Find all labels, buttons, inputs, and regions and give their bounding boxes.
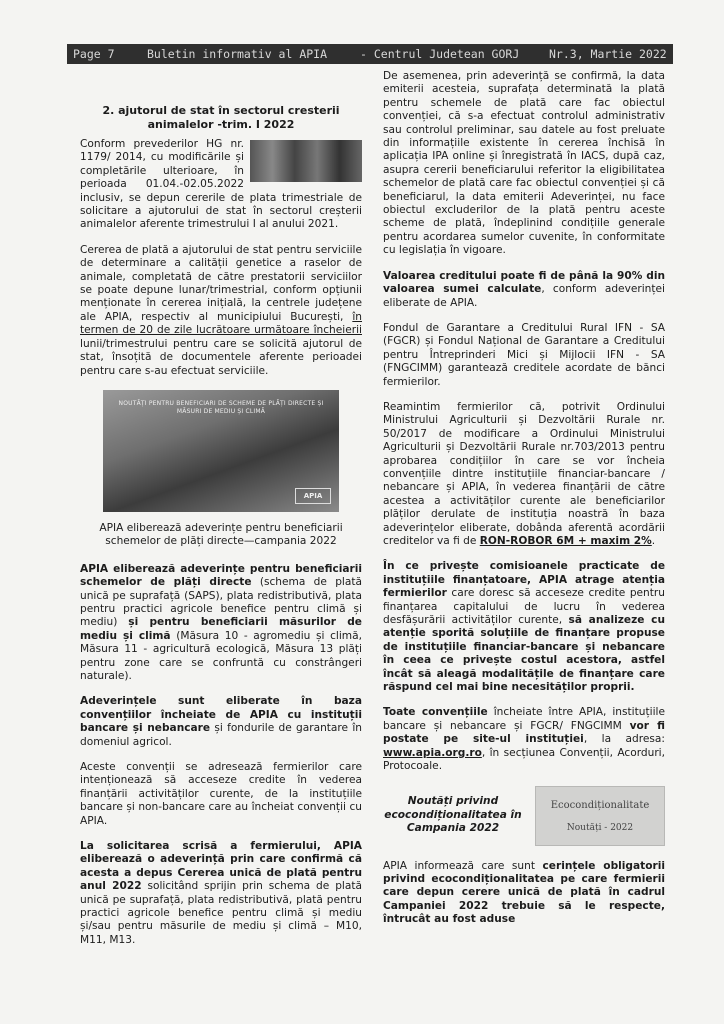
issue-number: Nr.3, Martie 2022 (549, 47, 667, 61)
paragraph: APIA informează care sunt cerințele obligatorii privind ecocondiționalitatea pe care fermierii care depun cerere unică de plată în cadrul Campaniei 2022 trebuie să le respecte, întrucât au fost aduse (383, 859, 665, 926)
paragraph: Reamintim fermierilor că, potrivit Ordinului Ministrului Agriculturii și Dezvoltării Rurale nr. 50/2017 de modificare a Ordinului Ministrului Agriculturii și Dezvoltării Rurale nr.703/2013 pentru aprobarea condițiilor în care se vor încheia convențiile dintre instituțiile financiar-bancare / nebancare și APIA, în vederea finanțării de către acestea a activităților curente ale beneficiarilor plăților derulate de instituția noastră în baza adeverințelor eliberate, dobânda aferentă acordării creditelor va fi de RON-ROBOR 6M + maxim 2%. (383, 400, 665, 547)
handshake-poster-image (103, 390, 339, 512)
paragraph: Toate convențiile încheiate între APIA, instituțiile bancare și nebancare și FGCR/ FNGCIMM vor fi postate pe site-ul instituției, la adresa: www.apia.org.ro, în secțiunea Convenții, Acorduri, Protocoale. (383, 706, 666, 773)
image-subheading: Noutăți - 2022 (566, 822, 634, 833)
news-box (383, 786, 665, 846)
page-number: Page 7 (73, 47, 115, 61)
livestock-photo (250, 140, 362, 182)
paragraph: Adeverințele sunt eliberate în baza convențiilor încheiate de APIA cu instituții bancare și nebancare și fondurile de garantare în domeniul agricol. (80, 695, 362, 748)
paragraph: Aceste convenții se adresează fermierilor care intenționează să acceseze credite în vederea finanțării activităților curente, de la instituțiile bancare și non-bancare care au încheiat convenții cu APIA. (80, 761, 362, 827)
paragraph: La solicitarea scrisă a fermierului, APIA eliberează o adeverință prin care confirmă că acesta a depus Cererea unică de plată pentru anul 2022 solicitând sprijin prin schema de plată unică pe suprafață, plata redistributivă, plată pentru practici agricole benefice pentru climă și mediu și/sau pentru măsurile de mediu și climă – M10, M11, M13. (80, 840, 362, 946)
poster-text: NOUTĂȚI PENTRU BENEFICIARI DE SCHEME DE PLĂȚI DIRECTE ȘI MĂSURI DE MEDIU ȘI CLIMĂ (118, 399, 324, 415)
apia-logo: APIA (295, 488, 331, 504)
image-caption: APIA eliberează adeverințe pentru beneficiarii schemelor de plăți directe—campania 2022 (99, 521, 343, 548)
image-heading: Ecocondiționalitate (550, 799, 650, 811)
news-title: Noutăți privind ecocondiționalitatea în Campania 2022 (384, 795, 522, 835)
left-column (80, 104, 362, 959)
ecoconditionality-image (535, 786, 665, 846)
paragraph: Cererea de plată a ajutorului de stat pentru serviciile de determinare a calității genetice a raselor de animale, completată de către prestatorii serviciilor se poate depune lunar/trimestrial, conform opțiunii menționate în cererea inițială, la centrele județene ale APIA, respectiv al municipiului București, în termen de 20 de zile lucrătoare următoare încheierii lunii/trimestrului pentru care se solicită ajutorul de stat, însoțită de documentele aferente perioadei pentru care s-au efectuat serviciile. (80, 243, 362, 377)
section-title: 2. ajutorul de stat în sectorul cresterii animalelor -trim. I 2022 (102, 104, 340, 131)
paragraph: Valoarea creditului poate fi de până la 90% din valoarea sumei calculate, conform adeverinței eliberate de APIA. (383, 269, 665, 309)
apia-website-link[interactable]: www.apia.org.ro (383, 746, 482, 759)
bulletin-title: Buletin informativ al APIA (147, 47, 328, 61)
page-header (67, 44, 673, 64)
county-center: - Centrul Judetean GORJ (360, 47, 520, 61)
paragraph: Conform prevederilor HG nr. 1179/ 2014, cu modificările și completările ulterioare, în perioada 01.04.-02.05.2022 inclusiv, se depun cererile de plata trimestriale de solicitare a ajutorului de stat în sectorul creșterii animalelor aferente trimestrului I al anului 2021. (80, 138, 362, 231)
paragraph: În ce privește comisioanele practicate de instituțiile finanțatoare, APIA atrage atenția fermierilor care doresc să acceseze credite pentru finanțarea capitalului de lucru în vederea desfășurării activităților curente, să analizeze cu atenție sporită soluțiile de finanțare propuse de instituțiile financiar-bancare și nebancare în ceea ce privește costul acestora, astfel încât să aleagă modalitățile de finanțare care răspund cel mai bine necesităților proprii. (383, 560, 665, 694)
paragraph: APIA eliberează adeverințe pentru beneficiarii schemelor de plăți directe (schema de plată unică pe suprafață (SAPS), plata redistributivă, plata pentru practici agricole benefice pentru climă și mediu) și pentru beneficiarii măsurilor de mediu și climă (Măsura 10 - agromediu și climă, Măsura 11 - agricultură ecologică, Măsura 13 plăți pentru zone care se confruntă cu constrângeri naturale). (80, 562, 363, 682)
paragraph: Fondul de Garantare a Creditului Rural IFN - SA (FGCR) și Fondul Național de Garantare a Creditului pentru Întreprinderi Mici și Mijlocii IFN - SA (FNGCIMM) garantează creditele acordate de bănci fermierilor. (383, 321, 665, 388)
paragraph: De asemenea, prin adeverință se confirmă, la data emiterii acesteia, suprafața determinată la plată pentru schemele de plată care fac obiectul convenției, că s-a efectuat controlul administrativ sau controlul preliminar, sau datele au fost preluate din informațiile existente în cererea închisă în aplicația IPA online și înregistrată în IACS, după caz, asupra cererii beneficiarului referitor la eligibilitatea schemelor de plată care fac obiectul convenției și că beneficiarul, la data emiterii Adeverinței, nu face obiectul excluderilor de la plată pentru aceste scheme de plată, îndeplinind condițiile generale pentru acordarea sumelor cuvenite, în conformitate cu legislația în vigoare. (383, 70, 665, 257)
right-column (383, 70, 665, 939)
